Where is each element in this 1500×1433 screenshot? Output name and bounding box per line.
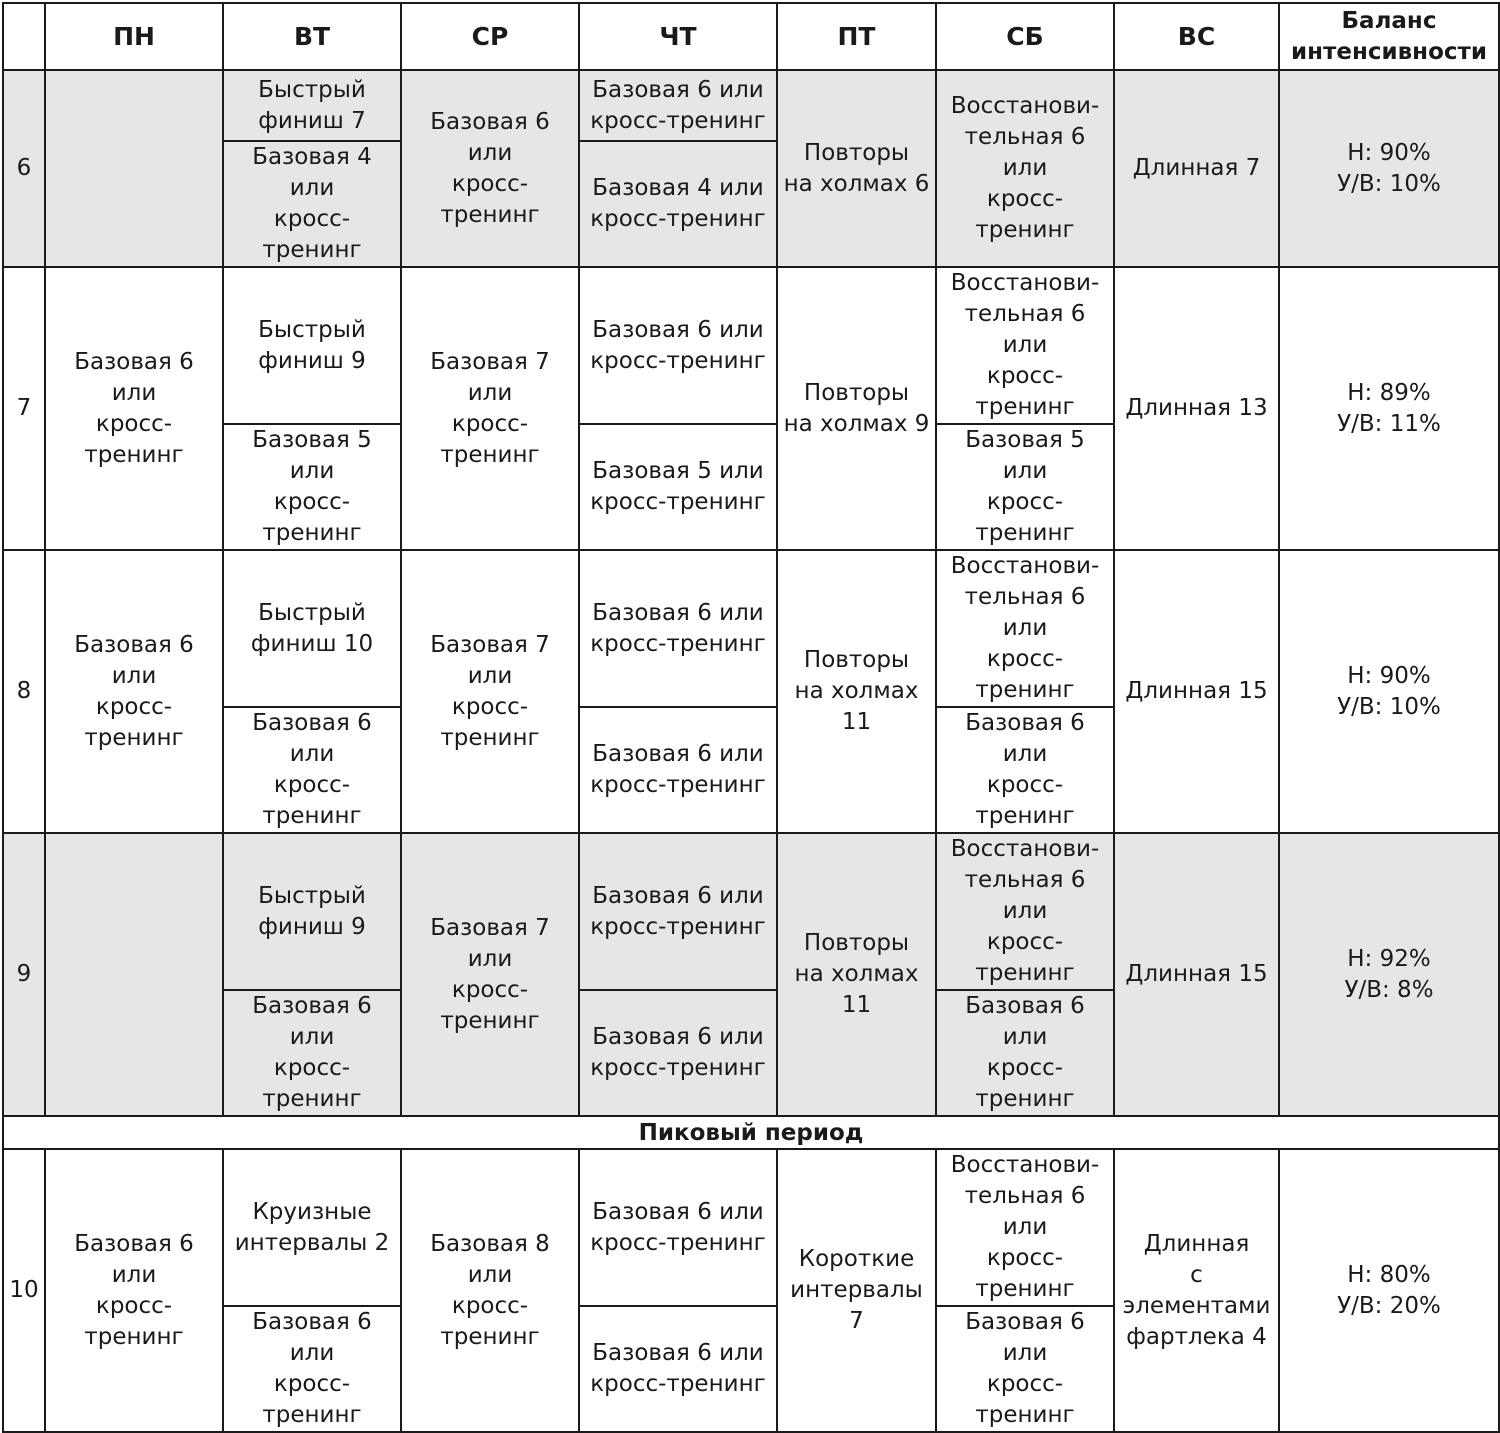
sat-cell: Восстанови- тельная 6 или кросс-тренинг — [936, 70, 1114, 267]
fri-cell: Короткие интервалы 7 — [777, 1149, 936, 1432]
header-sat: СБ — [936, 3, 1114, 70]
sat-cell-b: Базовая 5 или кросс-тренинг — [936, 424, 1114, 550]
week-9-row-a — [3, 833, 1499, 990]
header-thu: ЧТ — [579, 3, 777, 70]
mon-cell: Базовая 6 или кросс-тренинг — [45, 1149, 223, 1432]
sat-cell-b: Базовая 6 или кросс-тренинг — [936, 707, 1114, 833]
tue-cell-a: Быстрый финиш 7 — [223, 70, 401, 141]
week-8-row-a — [3, 550, 1499, 707]
tue-cell-a: Круизные интервалы 2 — [223, 1149, 401, 1306]
week-number: 6 — [3, 70, 45, 267]
balance-cell: Н: 90% У/В: 10% — [1279, 550, 1499, 833]
sat-cell-b: Базовая 6 или кросс-тренинг — [936, 990, 1114, 1116]
tue-cell-b: Базовая 6 или кросс-тренинг — [223, 990, 401, 1116]
week-number: 8 — [3, 550, 45, 833]
thu-cell-a: Базовая 6 или кросс-тренинг — [579, 267, 777, 424]
wed-cell: Базовая 7 или кросс-тренинг — [401, 267, 579, 550]
header-week — [3, 3, 45, 70]
training-plan-table — [2, 2, 1500, 1433]
tue-cell-b: Базовая 6 или кросс-тренинг — [223, 707, 401, 833]
wed-cell: Базовая 7 или кросс-тренинг — [401, 550, 579, 833]
thu-cell-b: Базовая 4 или кросс-тренинг — [579, 141, 777, 267]
tue-cell-a: Быстрый финиш 9 — [223, 833, 401, 990]
sun-cell: Длинная 13 — [1114, 267, 1279, 550]
header-tue: ВТ — [223, 3, 401, 70]
week-7-row-a — [3, 267, 1499, 424]
tue-cell-b: Базовая 6 или кросс-тренинг — [223, 1306, 401, 1432]
tue-cell-a: Быстрый финиш 9 — [223, 267, 401, 424]
header-fri: ПТ — [777, 3, 936, 70]
mon-cell: Базовая 6 или кросс-тренинг — [45, 267, 223, 550]
header-wed: СР — [401, 3, 579, 70]
fri-cell: Повторы на холмах 6 — [777, 70, 936, 267]
balance-cell: Н: 90% У/В: 10% — [1279, 70, 1499, 267]
fri-cell: Повторы на холмах 11 — [777, 550, 936, 833]
mon-cell: Базовая 6 или кросс-тренинг — [45, 550, 223, 833]
week-10-row-a — [3, 1149, 1499, 1306]
week-number: 9 — [3, 833, 45, 1116]
week-number: 10 — [3, 1149, 45, 1432]
header-sun: ВС — [1114, 3, 1279, 70]
fri-cell: Повторы на холмах 9 — [777, 267, 936, 550]
sun-cell: Длинная 15 — [1114, 550, 1279, 833]
tue-cell-b: Базовая 4 или кросс-тренинг — [223, 141, 401, 267]
wed-cell: Базовая 8 или кросс-тренинг — [401, 1149, 579, 1432]
sun-cell: Длинная 7 — [1114, 70, 1279, 267]
sat-cell-a: Восстанови- тельная 6 или кросс-тренинг — [936, 550, 1114, 707]
thu-cell-b: Базовая 5 или кросс-тренинг — [579, 424, 777, 550]
thu-cell-b: Базовая 6 или кросс-тренинг — [579, 1306, 777, 1432]
sat-cell-a: Восстанови- тельная 6 или кросс-тренинг — [936, 267, 1114, 424]
sat-cell-b: Базовая 6 или кросс-тренинг — [936, 1306, 1114, 1432]
thu-cell-a: Базовая 6 или кросс-тренинг — [579, 550, 777, 707]
period-row — [3, 1116, 1499, 1149]
week-6-row-a — [3, 70, 1499, 141]
week-number: 7 — [3, 267, 45, 550]
wed-cell: Базовая 6 или кросс-тренинг — [401, 70, 579, 267]
thu-cell-a: Базовая 6 или кросс-тренинг — [579, 1149, 777, 1306]
header-balance: Баланс интенсивности — [1279, 3, 1499, 70]
sat-cell-a: Восстанови- тельная 6 или кросс-тренинг — [936, 1149, 1114, 1306]
tue-cell-a: Быстрый финиш 10 — [223, 550, 401, 707]
mon-cell — [45, 70, 223, 267]
thu-cell-b: Базовая 6 или кросс-тренинг — [579, 990, 777, 1116]
sat-cell-a: Восстанови- тельная 6 или кросс-тренинг — [936, 833, 1114, 990]
period-label: Пиковый период — [3, 1116, 1499, 1149]
tue-cell-b: Базовая 5 или кросс-тренинг — [223, 424, 401, 550]
fri-cell: Повторы на холмах 11 — [777, 833, 936, 1116]
balance-cell: Н: 89% У/В: 11% — [1279, 267, 1499, 550]
wed-cell: Базовая 7 или кросс-тренинг — [401, 833, 579, 1116]
sun-cell: Длинная с элементами фартлека 4 — [1114, 1149, 1279, 1432]
header-mon: ПН — [45, 3, 223, 70]
header-row — [3, 3, 1499, 70]
mon-cell — [45, 833, 223, 1116]
balance-cell: Н: 80% У/В: 20% — [1279, 1149, 1499, 1432]
sun-cell: Длинная 15 — [1114, 833, 1279, 1116]
thu-cell-a: Базовая 6 или кросс-тренинг — [579, 833, 777, 990]
thu-cell-a: Базовая 6 или кросс-тренинг — [579, 70, 777, 141]
balance-cell: Н: 92% У/В: 8% — [1279, 833, 1499, 1116]
thu-cell-b: Базовая 6 или кросс-тренинг — [579, 707, 777, 833]
